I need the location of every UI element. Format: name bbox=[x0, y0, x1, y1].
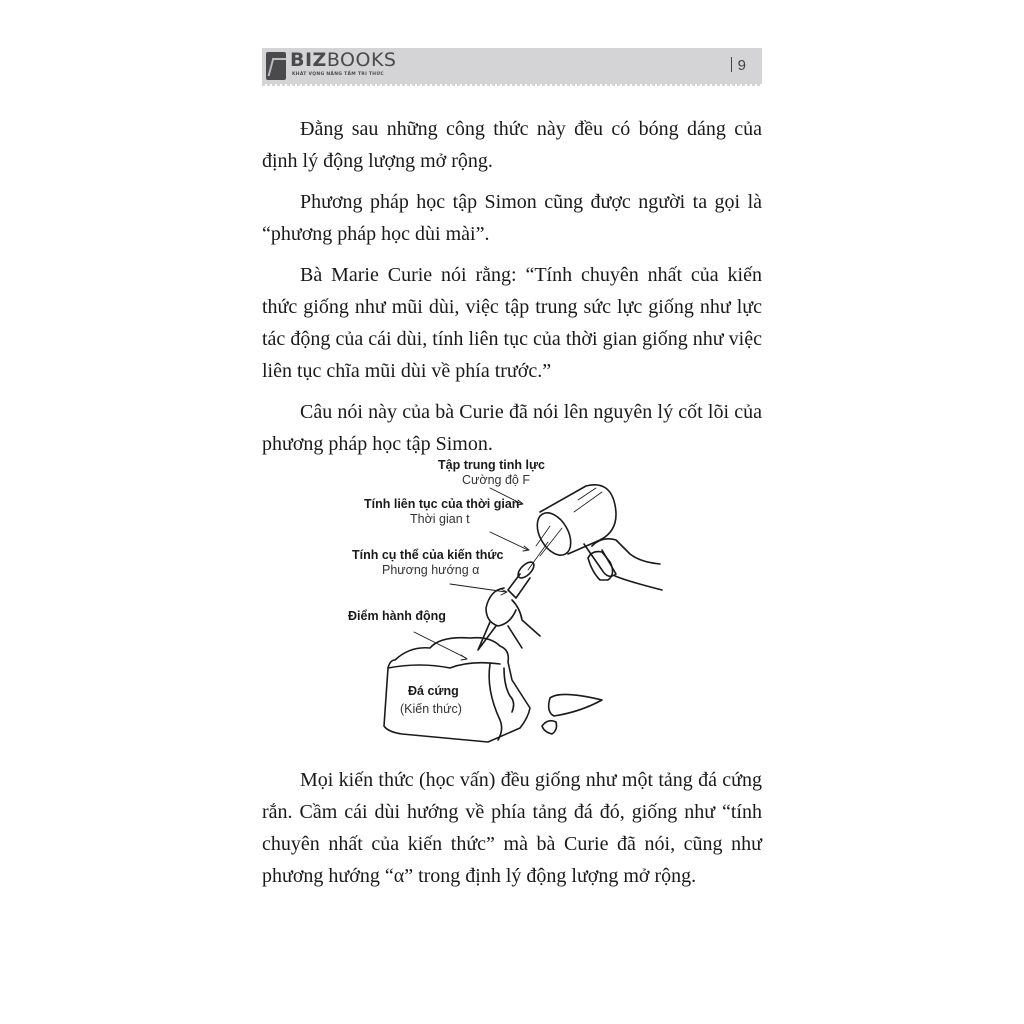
hammer-icon bbox=[528, 485, 662, 590]
paragraph-2: Phương pháp học tập Simon cũng được người ta gọi là “phương pháp học dùi mài”. bbox=[262, 191, 762, 245]
label-specificity-sub: Phương hướng α bbox=[382, 563, 480, 577]
label-continuity-sub: Thời gian t bbox=[410, 512, 470, 526]
paragraph-4: Câu nói này của bà Curie đã nói lên nguyên lý cốt lõi của phương pháp học tập Simon. bbox=[262, 401, 762, 455]
awl-icon bbox=[478, 559, 540, 650]
awl-hammer-rock-drawing bbox=[340, 450, 680, 750]
brand-light: BOOKS bbox=[326, 49, 397, 71]
bizbooks-logo-icon bbox=[266, 52, 286, 80]
paragraph-3: Bà Marie Curie nói rằng: “Tính chuyên nhất của kiến thức giống như mũi dùi, việc tập trung sức lực giống như lực tác động của cái dùi, tính liên tục của thời gian giống như việc liên tục chĩa mũi dùi về phía trước.” bbox=[262, 264, 762, 382]
label-continuity-title: Tính liên tục của thời gian bbox=[364, 497, 520, 511]
label-rock-title: Đá cứng bbox=[408, 684, 459, 698]
illustration-awl-rock bbox=[340, 450, 680, 750]
label-rock-sub: (Kiến thức) bbox=[400, 702, 462, 716]
label-focus-sub: Cường độ F bbox=[462, 473, 530, 487]
brand-name bbox=[290, 49, 396, 71]
page-header bbox=[262, 48, 762, 86]
label-action-point: Điểm hành động bbox=[348, 609, 446, 623]
brand-tagline: KHÁT VỌNG NÂNG TẦM TRI THỨC bbox=[292, 72, 385, 77]
page-number: 9 bbox=[731, 57, 746, 75]
label-focus-title: Tập trung tinh lực bbox=[438, 458, 545, 472]
label-specificity-title: Tính cụ thể của kiến thức bbox=[352, 548, 504, 562]
body-text-top bbox=[262, 113, 762, 460]
body-text-bottom bbox=[262, 764, 762, 892]
header-divider bbox=[262, 84, 762, 86]
paragraph-5: Mọi kiến thức (học vấn) đều giống như một tảng đá cứng rắn. Cầm cái dùi hướng về phía tảng đá đó, giống như “tính chuyên nhất của kiến thức” mà bà Curie đã nói, cũng như phương hướng “α” trong định lý động lượng mở rộng. bbox=[262, 769, 762, 887]
brand-bold: BIZ bbox=[290, 49, 327, 71]
paragraph-1: Đằng sau những công thức này đều có bóng dáng của định lý động lượng mở rộng. bbox=[262, 118, 762, 172]
